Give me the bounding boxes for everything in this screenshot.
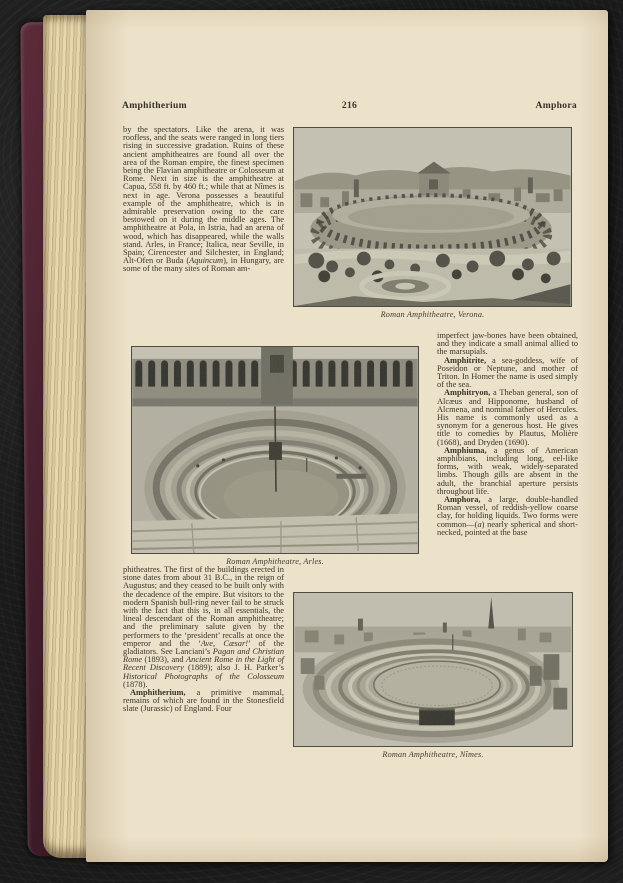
page-number: 216 [341,100,358,111]
entry-amphitryon: Amphitryon, a Theban general, son of Alcæus and Hipponome, husband of Alcmena, and nominal father of Hercules. His name is commonly used as a synonym for a generous host. He gives title to comedies by Plautus, Molière (1668), and Dryden (1690). [437,388,578,447]
running-head-left: Amphitherium [122,100,187,111]
paragraph-amphitherium-jawbones: imperfect jaw-bones have been obtained, and they indicate a small animal allied to the marsupials. [437,331,578,357]
running-head [122,101,577,111]
entry-amphitrite: Amphitrite, a sea-goddess, wife of Poseidon or Neptune, and mother of Triton. In Homer the name is used simply of the sea. [437,355,578,390]
figure-caption-nimes: Roman Amphitheatre, Nîmes. [382,750,484,759]
paragraph-amphitheatre-continued: by the spectators. Like the arena, it was roofless, and the seats were ranged in long tiers rising in successive gradation. Ruins of these ancient amphitheatres are found all over the area of the Roman empire, the finest specimen being the Flavian amphitheatre or Colosseum at Rome. Next in size is the amphitheatre at Capua, 558 ft. by 460 ft.; while that at Nîmes is next in age. Verona possesses a beautiful example of the amphitheatre, which is in admirable preservation owing to the care bestowed on it during the middle ages. The amphitheatre at Pola, in Istria, had an arena of wood, which has disappeared, while the walls stand. Arles, in France; Italica, near Seville, in Spain; Cirencester and Silchester, in England; Alt-Ofen or Buda (Aquincum), in Hungary, are some of the many sites of Roman am- [123,125,284,274]
book-page [86,10,608,862]
column-right [437,332,578,537]
column-left-bottom [123,566,284,714]
running-head-right: Amphora [535,100,578,111]
column-left-top [123,126,284,274]
photo-roman-amphitheatre-arles [131,346,419,554]
figure-verona [293,127,572,319]
paragraph-amphitheatres-history: phitheatres. The first of the buildings erected in stone dates from about 31 B.C., in the reign of Augustus; and they ceased to be built only with the decadence of the empire. But visitors to the modern Spanish bull-ring never fail to be struck with the fact that this is, in all essentials, the lineal descendant of the Roman amphitheatre; and the preliminary salute given by the performers to the ‘president’ recalls at once the emperor and the ‘Ave, Cæsar!’ of the gladiators. See Lanciani’s Pagan and Christian Rome (1893), and Ancient Rome in the Light of Recent Discovery (1889); also J. H. Parker’s Historical Photographs of the Colosseum (1878). [123,565,285,689]
figure-nimes [293,592,573,759]
photo-roman-amphitheatre-verona [293,127,572,307]
entry-amphora: Amphora, a large, double-handled Roman vessel, of reddish-yellow coarse clay, for holding liquids. Two forms were common—(a) nearly spherical and short-necked, pointed at the base [437,495,578,537]
entry-amphiuma: Amphiuma, a genus of American amphibians, including long, eel-like forms, with weak, widely-separated limbs. Though gills are absent in the adult, the branchial aperture persists throughout life. [437,445,578,496]
figure-caption-arles: Roman Amphitheatre, Arles. [226,557,324,566]
photo-roman-amphitheatre-nimes [293,592,573,747]
figure-arles [131,346,419,566]
entry-amphitherium: Amphitherium, a primitive mammal, remains of which are found in the Stonesfield slate (Jurassic) of England. Four [123,688,284,714]
figure-caption-verona: Roman Amphitheatre, Verona. [380,310,485,319]
